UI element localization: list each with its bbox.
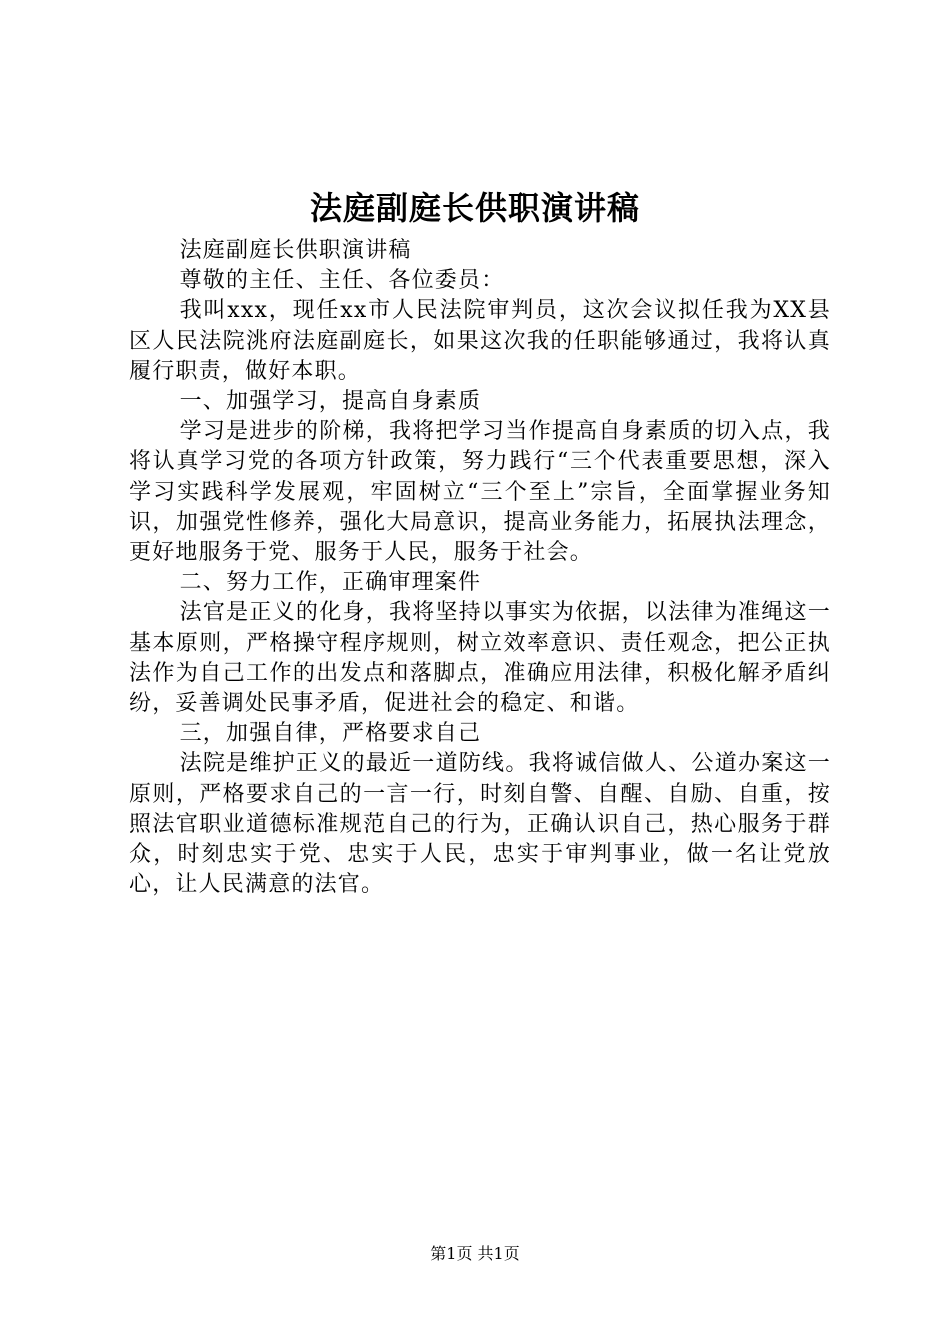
page-footer: 第1页 共1页 [430, 1244, 520, 1263]
section-heading-1: 一、加强学习，提高自身素质 [179, 389, 482, 415]
document-title: 法庭副庭长供职演讲稿 [309, 189, 640, 227]
paragraph-salutation: 尊敬的主任、主任、各位委员： [179, 268, 505, 294]
paragraph-section-1: 学习是进步的阶梯，我将把学习当作提高自身素质的切入点，我将认真学习党的各项方针政策，努力践行“三个代表重要思想，深入学习实践科学发展观，牢固树立“三个至上”宗旨，全面掌握业务知识，加强党性修养，强化大局意识，提高业务能力，拓展执法理念，更好地服务于党、服务于人民，服务于社会。 [129, 419, 831, 566]
paragraph-subtitle: 法庭副庭长供职演讲稿 [179, 238, 412, 263]
document-body [129, 236, 831, 900]
paragraph-section-3: 法院是维护正义的最近一道防线。我将诚信做人、公道办案这一原则，严格要求自己的一言一行，时刻自警、自醒、自励、自重，按照法官职业道德标准规范自己的行为，正确认识自己，热心服务于群众，时刻忠实于党、忠实于人民，忠实于审判事业，做一名让党放心，让人民满意的法官。 [129, 751, 831, 898]
paragraph-section-2: 法官是正义的化身，我将坚持以事实为依据，以法律为准绳这一基本原则，严格操守程序规则，树立效率意识、责任观念，把公正执法作为自己工作的出发点和落脚点，准确应用法律，积极化解矛盾纠纷，妥善调处民事矛盾，促进社会的稳定、和谐。 [129, 600, 831, 717]
section-heading-2: 二、努力工作，正确审理案件 [179, 570, 482, 596]
paragraph-introduction: 我叫xxx，现任xx市人民法院审判员，这次会议拟任我为XX县区人民法院洮府法庭副庭长，如果这次我的任职能够通过，我将认真履行职责，做好本职。 [129, 298, 831, 384]
section-heading-3: 三，加强自律，严格要求自己 [179, 721, 482, 747]
